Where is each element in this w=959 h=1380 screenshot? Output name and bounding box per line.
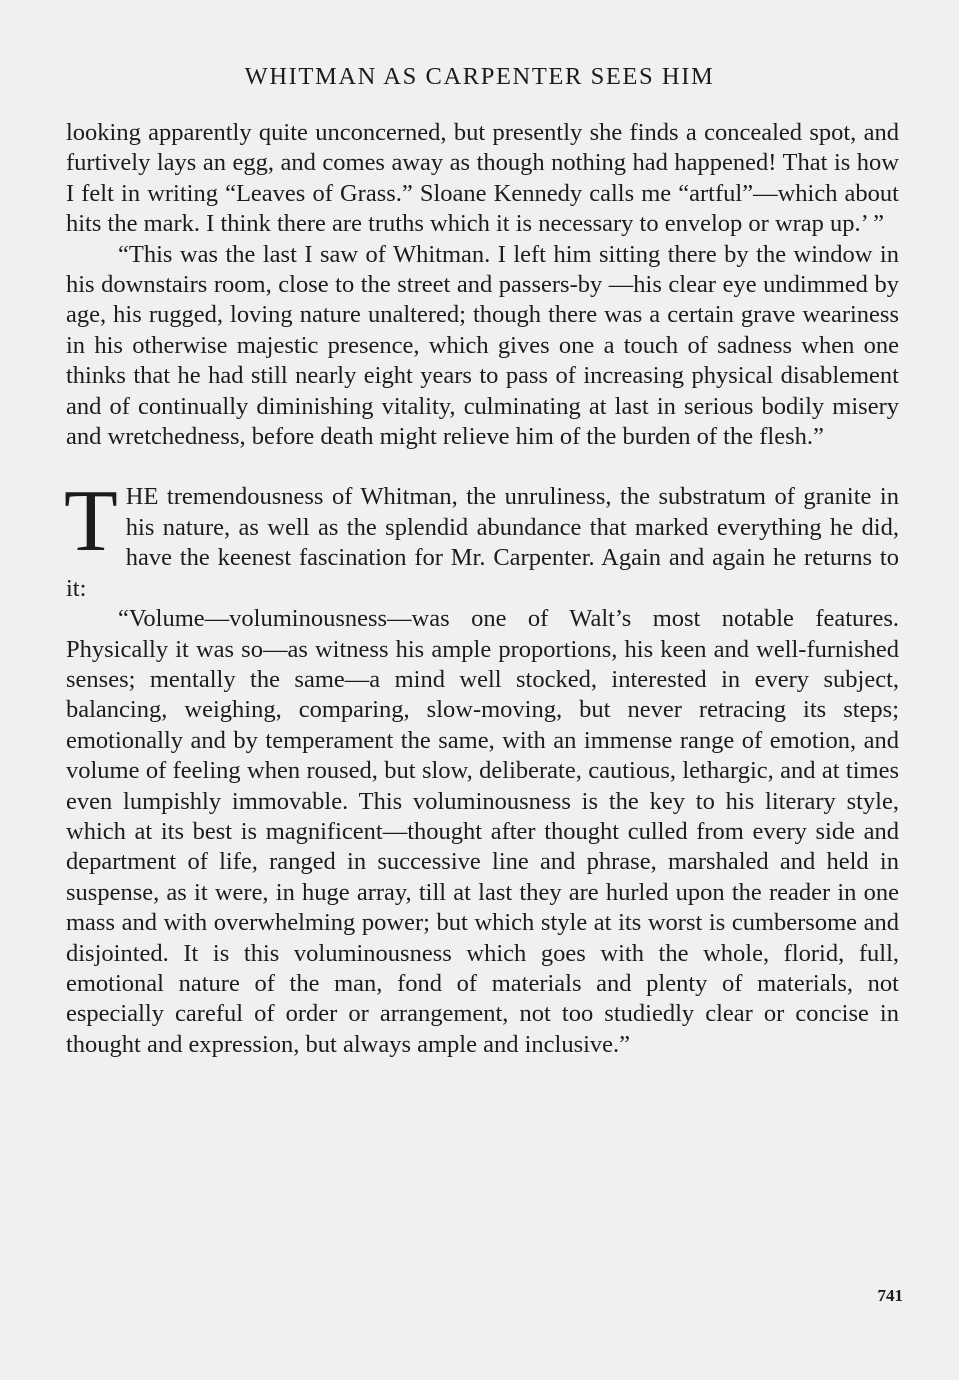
section-opening-paragraph (64, 473, 899, 604)
running-head: WHITMAN AS CARPENTER SEES HIM (244, 63, 715, 90)
drop-cap: T (64, 473, 118, 571)
page-number: 741 (877, 1286, 903, 1305)
paragraph-continuation: looking apparently quite unconcerned, but presently she finds a concealed spot, and furtively lays an egg, and comes away as though nothing had happened! That is how I felt in writing “Leaves of Grass.” Sloane Kennedy calls me “artful”—which about hits the mark. I think there are truths which it is necessary to envelop or wrap up.’ ” (66, 119, 899, 238)
paragraph-last-visit: “This was the last I saw of Whitman. I left him sitting there by the window in his downstairs room, close to the street and passers-by —his clear eye undimmed by age, his rugged, loving nature unaltered; though there was a certain grave weariness in his otherwise majestic presence, which gives one a touch of sadness when one thinks that he had still nearly eight years to pass of increasing physical disablement and of continually diminishing vitality, culminating at last in serious bodily misery and wretchedness, before death might relieve him of the burden of the flesh.” (66, 240, 899, 451)
section-opening-text: HE tremendousness of Whitman, the unruliness, the substratum of granite in his nature, as well as the splendid abundance that marked everything he did, have the keenest fascination for Mr. Carpenter. Again and again he returns to it: (66, 483, 899, 602)
body-text (66, 118, 899, 1060)
paragraph-voluminousness-quote: “Volume—voluminousness—was one of Walt’s most notable features. Physically it was so—as witness his ample proportions, his keen and well-furnished senses; mentally the same—a mind well stocked, interested in every subject, balancing, weighing, comparing, slow-moving, but never retracing its steps; emotionally and by temperament the same, with an immense range of emotion, and volume of feeling when roused, but slow, deliberate, cautious, lethargic, and at times even lumpishly immovable. This voluminousness is the key to his literary style, which at its best is magnificent—thought after thought culled from every side and department of life, ranged in successive line and phrase, marshaled and held in suspense, as it were, in huge array, till at last they are hurled upon the reader in one mass and with overwhelming power; but which style at its worst is cumbersome and disjointed. It is this voluminousness which goes with the whole, florid, full, emotional nature of the man, fond of materials and plenty of materials, not especially careful of order or arrangement, not too studiedly clear or concise in thought and expression, but always ample and inclusive.” (66, 605, 899, 1058)
